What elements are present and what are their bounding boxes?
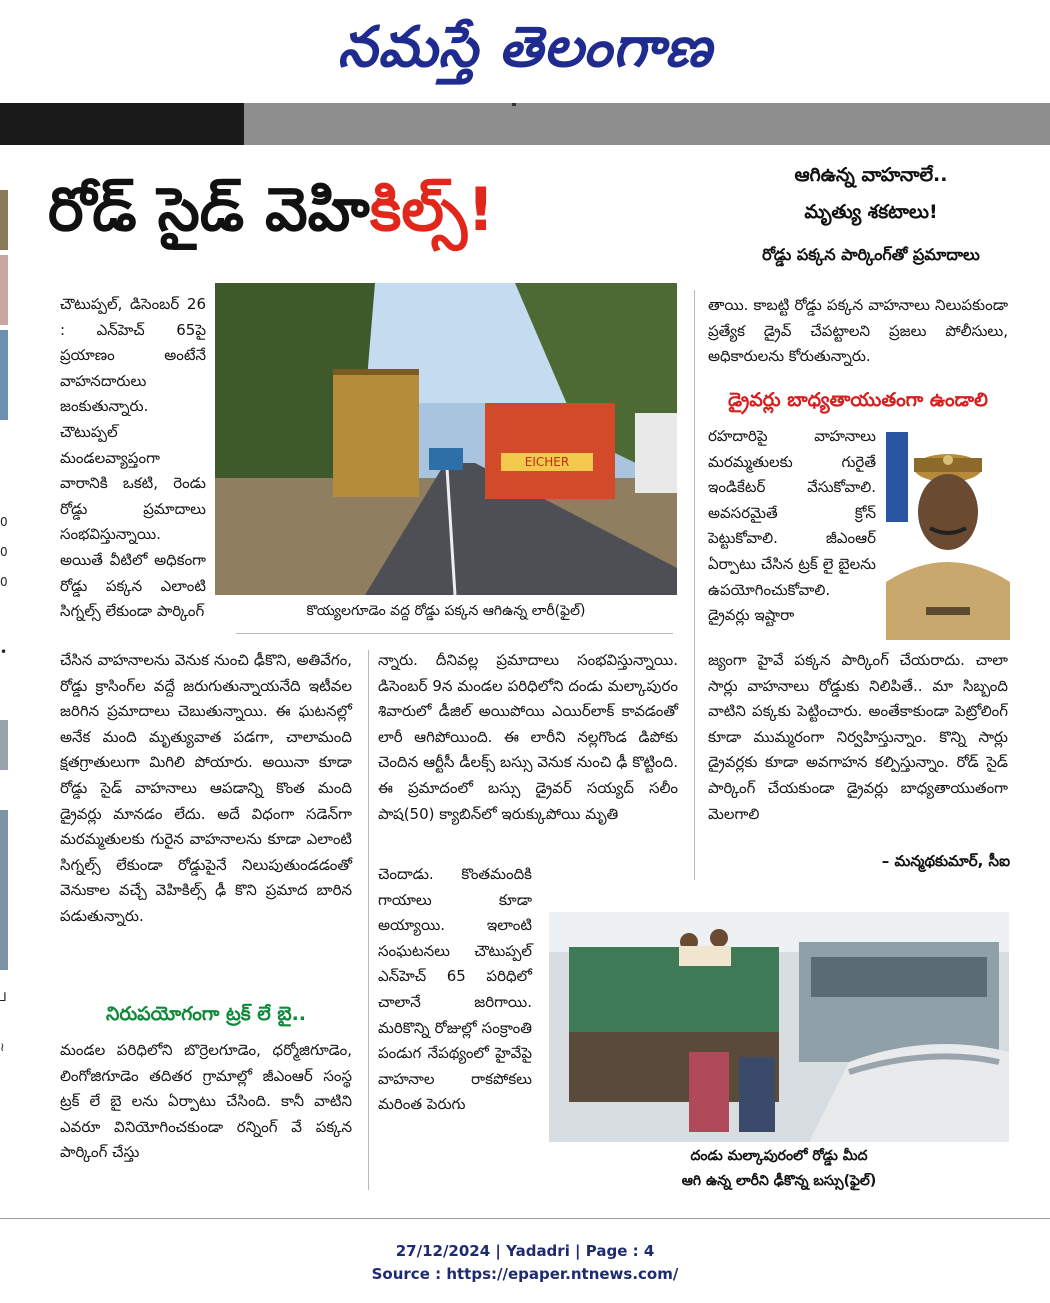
subhead-drivers: డ్రైవర్లు బాధ్యతాయుతంగా ఉండాలి [727,389,988,411]
officer-portrait-illustration [886,432,1010,640]
column-divider-1 [368,650,369,1190]
subhead-track-layby: నిరుపయోగంగా ట్రక్ లే బై.. [105,1003,307,1025]
footer-source: Source : https://epaper.ntnews.com/ [371,1265,679,1283]
col2-narrow-text [378,862,532,1118]
column-divider-2 [694,290,695,880]
col3-top-text [708,293,1008,370]
col1-narrow-paragraph: చౌటుప్పల్, డిసెంబర్ 26 : ఎన్‌హెచ్ 65పై ప్రయాణం అంటేనే వాహనదారులు జంకుతున్నారు. చౌటుప్పల్ మండలవ్యాప్తంగా వారానికి ఒకటి, రెండు రోడ్డు ప్రమాదాలు సంభవిస్తున్నాయి. అయితే వీటిలో అధికంగా రోడ్డు పక్కన ఎలాంటి సిగ్నల్స్ లేకుండా పార్కింగ్ [60,295,206,621]
caption-rule [236,633,673,634]
subheadline-line-2: మృత్యు శకటాలు! [804,201,938,223]
bottom-photo-illustration [549,912,1009,1142]
subheadline-line-3: రోడ్డు పక్కన పార్కింగ్‌తో ప్రమాదాలు [762,245,980,264]
top-photo-caption: కొయ్యలగూడెం వద్ద రోడ్డు పక్కన ఆగిఉన్న లారీ(ఫైల్) [306,603,586,619]
header-bar-grey [244,103,1050,145]
col3-wide-text [708,648,1008,827]
headline-part-red: కిల్స్! [370,175,495,245]
col2-wide-text [378,648,678,827]
header-bar-dark [0,103,244,145]
col1-track-text [60,1038,352,1166]
bottom-photo-caption-line-2: ఆగి ఉన్న లారీని ఢీకొన్న బస్సు(ఫైల్) [681,1173,877,1189]
bottom-photo-accident [549,912,1009,1142]
subheadline-line-1: ఆగిఉన్న వాహనాలే.. [794,164,948,186]
col2-wide-paragraph: న్నారు. దీనివల్ల ప్రమాదాలు సంభవిస్తున్నాయి. డిసెంబర్ 9న మండల పరిధిలోని దండు మల్కాపురం శివారులో డీజిల్ అయిపోయి ఎయిర్‌లాక్ కావడంతో లారీ ఆగిపోయింది. ఈ లారీని నల్లగొండ డిపోకు చెందిన ఆర్టీసీ డీలక్స్ బస్సు వెనుక నుంచి ఢీ కొట్టింది. ఈ ప్రమాదంలో బస్సు డ్రైవర్ సయ్యద్ సలీం పాష(50) క్యాబిన్‌లో ఇరుక్కుపోయి మృతి [378,651,678,823]
top-photo-illustration [215,283,677,595]
col3-wide-paragraph: జ్యంగా హైవే పక్కన పార్కింగ్ చేయరాదు. చాలా సార్లు వాహనాలు రోడ్డుకు నిలిపితే.. మా సిబ్బంది వాటిని పక్కకు పెట్టించారు. అంతేకాకుండా పెట్రోలింగ్ కూడా ముమ్మరంగా నిర్వహిస్తున్నాం. కొన్ని సార్లు డ్రైవర్లకు కూడా అవగాహన కల్పిస్తున్నాం. రోడ్ సైడ్ పార్కింగ్ చేయకుండా డ్రైవర్లు బాధ్యతాయుతంగా మెలగాలి [708,651,1008,823]
col3-top-paragraph: తాయి. కాబట్టి రోడ్డు పక్కన వాహనాలు నిలుపకుండా ప్రత్యేక డ్రైవ్ చేపట్టాలని ప్రజలు పోలీసులు, అధికారులను కోరుతున్నారు. [708,296,1008,366]
col1-track-paragraph: మండల పరిధిలోని బొర్రెలగూడెం, ధర్మోజిగూడెం, లింగోజిగూడెం తదితర గ్రామాల్లో జీఎంఆర్ సంస్థ ట్రక్ లే బై లను ఏర్పాటు చేసింది. కానీ వాటిని ఎవరూ వినియోగించకుండా రన్నింగ్ వే పక్కన పార్కింగ్ చేస్తు [60,1041,352,1162]
main-headline [48,162,698,258]
officer-portrait [886,432,1010,640]
col1-narrow-text [60,292,206,625]
col1-wide-text [60,648,352,930]
header-bar-notch [512,103,516,106]
col3-narrow-text [708,424,876,629]
col2-narrow-paragraph: చెందాడు. కొంతమందికి గాయాలు కూడా అయ్యాయి. ఇలాంటి సంఘటనలు చౌటుప్పల్ ఎన్‌హెచ్ 65 పరిధిలో చాలానే జరిగాయి. మరికొన్ని రోజుల్లో సంక్రాంతి పండుగ నేపథ్యంలో హైవేపై వాహనాల రాకపోకలు మరింత పెరుగు [378,865,532,1114]
adjacent-page-strip: 0 0 0 • ⅃ ≀ [0,160,10,1240]
truck-brand-label: EICHER [524,455,570,469]
article-signature: – మన్మథకుమార్, సీఐ [881,852,1010,870]
page-bottom-rule [0,1218,1050,1219]
col3-narrow-paragraph: రహదారిపై వాహనాలు మరమ్మతులకు గురైతే ఇండికేటర్ వేసుకోవాలి. అవసరమైతే క్రోన్ పెట్టుకోవాలి. జీఎంఆర్ ఏర్పాటు చేసిన ట్రక్ లై బైలను ఉపయోగించుకోవాలి. డ్రైవర్లు ఇష్టారా [708,427,876,625]
col1-wide-paragraph: చేసిన వాహనాలను వెనుక నుంచి ఢీకొని, అతివేగం, రోడ్డు క్రాసింగ్‌ల వద్దే జరుగుతున్నాయనేది ఇటీవల జరిగిన ప్రమాదాలు చెబుతున్నాయి. ఈ ఘటనల్లో అనేక మంది మృత్యువాత పడగా, చాలామంది క్షతగ్రాతులుగా మిగిలి పోయారు. అయినా కూడా రోడ్డు సైడ్ వాహనాలు ఆపడాన్ని కొంత మంది డ్రైవర్లు మానడం లేదు. అదే విధంగా సడెన్‌గా మరమ్మతులకు గురైన వాహనాలను కూడా ఎలాంటి సిగ్నల్స్ లేకుండా రోడ్డుపైనే నిలుపుతుండడంతో వెనుకాల వచ్చే వెహికిల్స్ ఢీ కొని ప్రమాద బారిన పడుతున్నారు. [60,651,352,925]
top-photo-lorries [215,283,677,595]
footer-date-page: 27/12/2024 | Yadadri | Page : 4 [395,1242,655,1260]
headline-part-black: రోడ్ సైడ్ వెహి [48,175,371,245]
masthead-title: నమస్తే తెలంగాణ [337,15,713,80]
bottom-photo-caption-line-1: దండు మల్కాపురంలో రోడ్డు మీద [690,1148,868,1164]
